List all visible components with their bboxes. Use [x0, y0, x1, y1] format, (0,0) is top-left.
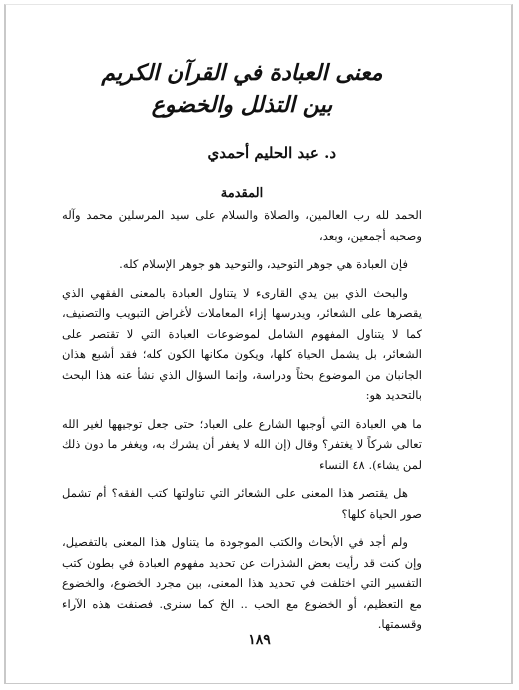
paragraph-opening: الحمد لله رب العالمين، والصلاة والسلام على سيد المرسلين محمد وآله وصحبه أجمعين، وبعد،	[62, 208, 422, 243]
paragraph-question: ما هي العبادة التي أوجبها الشارع على العباد؛ حتى جعل توجيهها لغير الله تعالى شركاً لا يغتفر؟ وقال (إن الله لا يغفر أن يشرك به، ويغفر ما دون ذلك لمن يشاء). ٤٨ النساء	[62, 416, 422, 472]
paragraph-literature: ولم أجد في الأبحاث والكتب الموجودة ما يتناول هذا المعنى بالتفصيل، وإن كنت قد رأيت بعض الشذرات عن تحديد مفهوم العبادة في بطون كتب التفسير التي اختلفت في تحديد هذا المعنى، بين مجرد الخضوع، والخضوع مع التعظيم، أو الخضوع مع الحب .. الخ كما سنرى. فصنفت هذه الآراء وقسمتها.	[62, 535, 422, 631]
paragraph-scope: والبحث الذي بين يدي القارىء لا يتناول العبادة بالمعنى الفقهي الذي يقصرها على الشعائر، ويدرسها إزاء المعاملات لأغراض التبويب والتصنيف، كما لا يتناول المفهوم الشامل لموضوعات العبادة التي لا تقتصر على الشعائر، بل يشمل الحياة كلها، ويكون مكانها الكون كله؛ فقد أشبع هذان الجانبان من الموضوع بحثاً ودراسة، وإنما السؤال الذي نشأ عنه هذا البحث بالتحديد هو:	[62, 285, 422, 402]
author-name: د. عبد الحليم أحمدي	[207, 144, 336, 162]
article-title	[62, 56, 422, 122]
title-line-1: معنى العبادة في القرآن الكريم	[101, 60, 383, 86]
section-heading: المقدمة	[220, 186, 264, 201]
paragraph-question-2: هل يقتصر هذا المعنى على الشعائر التي تناولتها كتب الفقه؟ أم تشمل صور الحياة كلها؟	[62, 486, 422, 521]
title-line-2: بين التذلل والخضوع	[151, 92, 333, 118]
paragraph-thesis: فإن العبادة هي جوهر التوحيد، والتوحيد هو جوهر الإسلام كله.	[119, 257, 408, 271]
page-number: ١٨٩	[248, 632, 271, 648]
document-body	[62, 56, 422, 643]
